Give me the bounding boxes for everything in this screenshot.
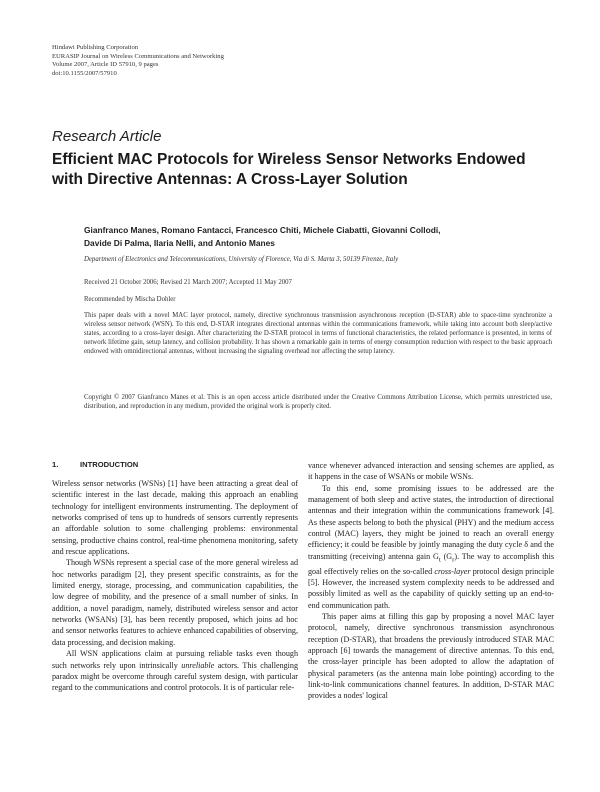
paragraph-emphasis: cross-layer xyxy=(434,566,471,576)
publisher-line: Hindawi Publishing Corporation xyxy=(52,44,139,51)
paragraph-3-emphasis: unreliable xyxy=(181,660,215,670)
authors-line-2: Davide Di Palma, Ilaria Nelli, and Antonio Manes xyxy=(84,238,275,248)
journal-header xyxy=(52,44,224,78)
title-line-2: with Directive Antennas: A Cross-Layer Solution xyxy=(52,171,408,188)
right-paragraph-2 xyxy=(308,483,554,611)
right-paragraph-3: This paper aims at filling this gap by proposing a novel MAC layer protocol, namely, directive synchronous transmission asynchronous reception (D-STAR), that broadens the previously introduced STAR MAC approach [6] towards the management of directive antennas. To this end, the cross-layer principle has been adopted to allow the adaptation of physical parameters (as the antenna main lobe pointing) according to the link-to-link communications channel features. In addition, D-STAR MAC provides a nodes' logical xyxy=(308,612,554,701)
paragraph-3-text-a: All WSN applications claim at pursuing reliable tasks even though such networks rely upon intrinsically xyxy=(52,649,298,670)
doi-line: doi:10.1155/2007/57910 xyxy=(52,69,117,77)
paragraph-text-a: To this end, some promising issues to be addressed are the management of both sleep and active states, the introduction of directional antennas and their integration within the communications framework [4]. As these aspects belong to both the physical (PHY) and the medium access control (MAC) layers, they might be joined to reach an overall energy efficiency; it could be feasible by jointly managing the duty cycle δ and the transmitting (receiving) antenna gain G xyxy=(308,483,554,561)
subscript-r: r xyxy=(452,556,455,564)
section-number: 1. xyxy=(52,460,59,469)
recommended-by: Recommended by Mischa Dohler xyxy=(84,296,176,303)
authors-line-1: Gianfranco Manes, Romano Fantacci, Francesco Chiti, Michele Ciabatti, Giovanni Collodi, xyxy=(84,225,441,235)
abstract: This paper deals with a novel MAC layer protocol, namely, directive synchronous transmission asynchronous reception (D-STAR) able to space-time synchronize a wireless sensor network (WSN). To this end, D-STAR integrates directional antennas within the communications framework, while taking into account both sleep/active states, according to a cross-layer design. After characterizing the D-STAR protocol in terms of functional characteristics, the related performance is presented, in terms of network lifetime gain, setup latency, and collision probability. It has shown a remarkable gain in terms of energy consumption reduction with respect to the basic approach endowed with omnidirectional antennas, without increasing the signaling overhead nor affecting the setup latency. xyxy=(84,312,552,355)
subscript-t: t xyxy=(438,556,441,564)
paper-title xyxy=(52,150,562,190)
title-line-1: Efficient MAC Protocols for Wireless Sensor Networks Endowed xyxy=(52,151,526,168)
journal-line: EURASIP Journal on Wireless Communications and Networking xyxy=(52,52,224,60)
intro-paragraph-1: Wireless sensor networks (WSNs) [1] have been attracting a great deal of scientific interest in the last decade, making this approach an enabling technology for intelligent environments instrumenting. The deployment of networks comprised of tens up to hundreds of sensors currently represents an affordable solution to some challenging problems: environmental sensing, productive chains control, real-time phenomena monitoring, safety and rescue applications. xyxy=(52,479,298,557)
affiliation: Department of Electronics and Telecommunications, University of Florence, Via di S. Marta 3, 50139 Firenze, Italy xyxy=(84,256,399,263)
volume-line: Volume 2007, Article ID 57910, 9 pages xyxy=(52,61,159,69)
section-title: INTRODUCTION xyxy=(80,460,139,469)
paragraph-3-text-b: actors. This challenging paradox might be overcome through careful system design, with particular regard to the communications and control protocols. It is of particular rele- xyxy=(52,660,298,693)
author-list xyxy=(84,224,544,250)
intro-paragraph-2: Though WSNs represent a special case of the more general wireless ad hoc networks paradigm [2], they present specific constraints, as for the limited energy, storage, processing, and communication capabilities, the low degree of mobility, and the presence of a small number of sinks. In addition, a novel paradigm, namely, distributed wireless sensor and actor networks (WSANs) [3], has been recently proposed, which joins ad hoc and sensor networks features to achieve enhanced capabilities of observing, data processing, and decision making. xyxy=(52,558,298,647)
paragraph-text-c: ). The way to accomplish this goal effectively relies on the so-called xyxy=(308,551,554,576)
right-column xyxy=(308,460,554,702)
section-heading xyxy=(52,460,138,469)
left-column xyxy=(52,478,298,694)
copyright-notice: Copyright © 2007 Gianfranco Manes et al. This is an open access article distributed under the Creative Commons Attribution License, which permits unrestricted use, distribution, and reproduction in any medium, provided the original work is properly cited. xyxy=(84,394,552,410)
paragraph-text-d: protocol design principle [5]. However, the increased system complexity needs to be addressed and possibly limited as well as the capability of quickly setting up an end-to-end communication path. xyxy=(308,566,554,610)
right-paragraph-1: vance whenever advanced interaction and sensing schemes are applied, as it happens in the case of WSANs or mobile WSNs. xyxy=(308,461,554,482)
intro-paragraph-3 xyxy=(52,648,298,693)
article-type: Research Article xyxy=(52,128,162,145)
submission-dates: Received 21 October 2006; Revised 21 March 2007; Accepted 11 May 2007 xyxy=(84,279,292,286)
paragraph-text-b: (G xyxy=(440,551,453,561)
